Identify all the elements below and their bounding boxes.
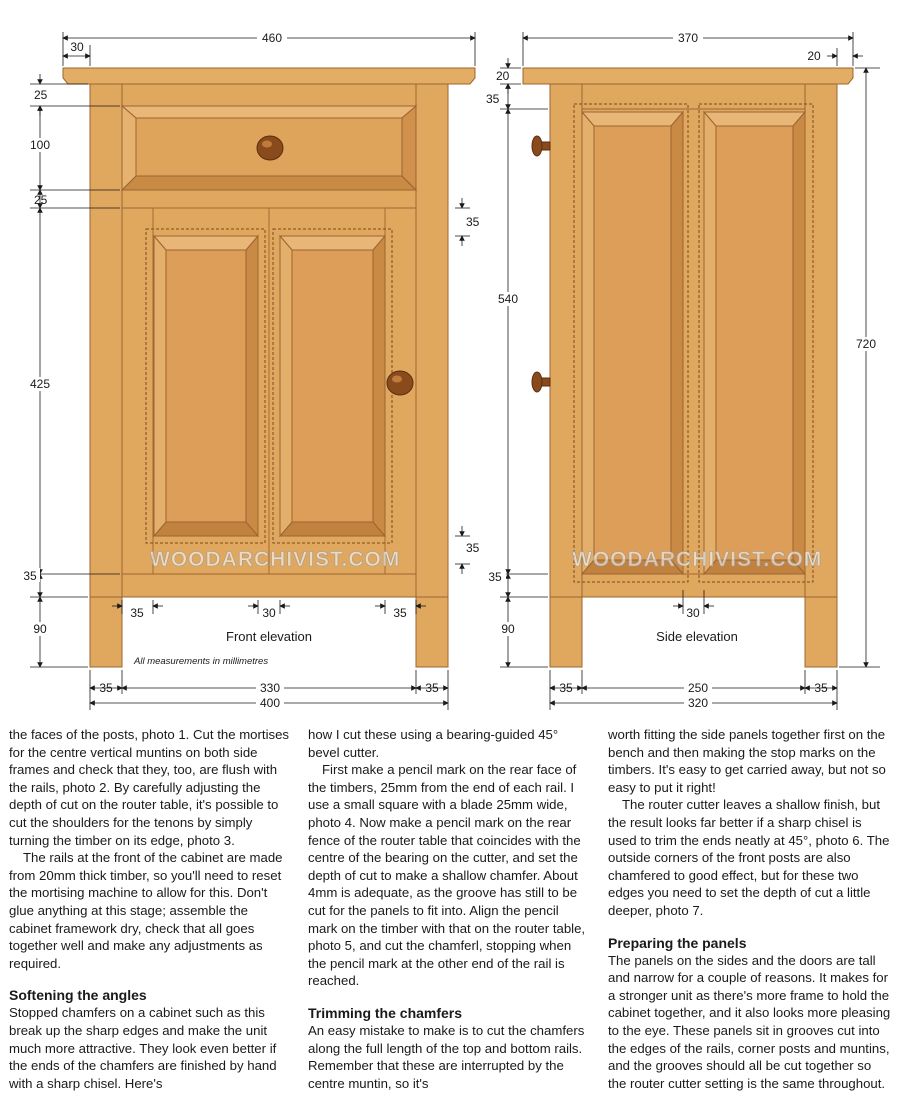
- side-elevation: [523, 68, 853, 667]
- article-column-1: [9, 726, 292, 1092]
- front-leg-right: [416, 597, 448, 667]
- svg-text:WOODARCHIVIST.COM: WOODARCHIVIST.COM: [150, 548, 401, 571]
- col1-paragraph-2: The rails at the front of the cabinet are made from 20mm thick timber, so you'll need to reset the mortising machine to allow for this. Don't glue anything at this stage; assemble the cabinet framework dry, check that all goes together well and make any adjustments as required.: [9, 850, 283, 971]
- col2-paragraph-2: First make a pencil mark on the rear face of the timbers, 25mm from the end of each rail. I use a small square with a blade 25mm wide, photo 4. Now make a pencil mark on the rear fence of the router table that coincides with the centre of the bearing on the cutter, and set the depth of cut to make a shallow chamfer. About 4mm is adequate, as the groove has still to be cut for the panels to fit into. Align the pencil mark on the timber with that on the router table, photo 5, and cut the chamferl, stopping when the pencil mark at the other end of the rail is reached.: [308, 762, 586, 989]
- dim-front-post-left: 35: [99, 681, 113, 695]
- dim-side-muntin: 30: [686, 606, 700, 620]
- svg-text:WOODARCHIVIST.COM: WOODARCHIVIST.COM: [572, 548, 823, 571]
- col1-paragraph-1: the faces of the posts, photo 1. Cut the mortises for the centre vertical muntins on both side frames and check that they, too, are flush with the rails, photo 2. By carefully adjusting the depth of cut on the router table, it's possible to cut the shoulders for the tenons by simply turning the timber on its edge, photo 3.: [9, 727, 290, 848]
- col2-paragraph-3: An easy mistake to make is to cut the chamfers along the full length of the top and bottom rails. Remember that these are interrupted by the centre muntin, so it's: [308, 1022, 585, 1091]
- dim-front-drawer: 100: [29, 138, 51, 152]
- dim-side-overhang: 20: [807, 49, 821, 63]
- measurement-note: All measurements in millimetres: [134, 656, 269, 667]
- dim-front-door-height: 425: [29, 377, 51, 391]
- front-leg-left: [90, 597, 122, 667]
- dim-front-overhang: 30: [70, 40, 84, 54]
- dim-side-overall-width: 320: [687, 696, 709, 710]
- side-panel-left: [582, 112, 683, 574]
- dim-front-panel-top-gap: 35: [466, 215, 480, 229]
- article-column-2: [308, 726, 591, 1092]
- heading-preparing-the-panels: Preparing the panels: [608, 934, 747, 951]
- front-elevation-caption: Front elevation: [226, 629, 312, 644]
- watermark: [150, 548, 822, 571]
- dim-front-bottom-gap-left: 35: [130, 606, 144, 620]
- dim-side-post-right: 35: [814, 681, 828, 695]
- dim-front-mid-rail: 25: [34, 193, 48, 207]
- dim-side-leg: 90: [501, 622, 515, 636]
- side-knob-upper: [532, 136, 550, 156]
- drawer-knob: [257, 136, 283, 160]
- dim-front-leg: 90: [33, 622, 47, 636]
- col3-paragraph-1: worth fitting the side panels together first on the bench and then making the stop marks on the timbers. It's easy to get carried away, but not so easy to put it right!: [608, 727, 886, 795]
- dim-side-overall-height: 720: [855, 337, 877, 351]
- front-top-board: [63, 68, 475, 84]
- heading-trimming-the-chamfers: Trimming the chamfers: [308, 1004, 463, 1021]
- front-panel-right: [280, 236, 385, 536]
- article-column-3: [608, 726, 891, 1092]
- dim-side-inner-width: 250: [687, 681, 709, 695]
- col1-paragraph-3: Stopped chamfers on a cabinet such as this break up the sharp edges and make the unit much more attractive. They look even better if the ends of the chamfers are finished by hand with a sharp chisel. Here's: [9, 1005, 277, 1091]
- side-knob-lower: [532, 372, 550, 392]
- dim-front-inner-width: 330: [259, 681, 281, 695]
- dim-side-top-thickness: 20: [496, 69, 510, 83]
- side-leg-right: [805, 597, 837, 667]
- door-knob: [387, 371, 413, 395]
- dim-side-post-left: 35: [559, 681, 573, 695]
- dim-front-bottom-rail: 35: [23, 569, 37, 583]
- dim-front-bottom-gap-right: 35: [393, 606, 407, 620]
- dim-front-top-width: 460: [261, 31, 283, 45]
- col2-paragraph-1: how I cut these using a bearing-guided 45° bevel cutter.: [308, 727, 559, 760]
- heading-softening-the-angles: Softening the angles: [9, 987, 147, 1004]
- dim-side-panel-height: 540: [497, 292, 519, 306]
- col3-paragraph-2: The router cutter leaves a shallow finish, but the result looks far better if a sharp chisel is used to trim the ends neatly at 45°, photo 6. The outside corners of the front posts are also chamfered to good effect, but for these two edges you need to set the depth of cut a little deeper, photo 7.: [608, 797, 890, 918]
- dim-front-post-right: 35: [425, 681, 439, 695]
- dim-front-panel-bottom-gap: 35: [466, 541, 480, 555]
- side-leg-left: [550, 597, 582, 667]
- dim-side-top-width: 370: [677, 31, 699, 45]
- col3-paragraph-3: The panels on the sides and the doors are tall and narrow for a couple of reasons. It makes for a stronger unit as there's more frame to hold the cabinet together, and it also looks more pleasing to the eye. These panels sit in grooves cut into the edges of the rails, corner posts and muntins, and the grooves should all be cut together so the router cutter setting is the same throughout.: [608, 952, 891, 1091]
- front-panel-left: [154, 236, 258, 536]
- side-elevation-caption: Side elevation: [656, 629, 738, 644]
- side-panel-right: [704, 112, 805, 574]
- dim-front-overall-width: 400: [259, 696, 281, 710]
- dim-side-bottom-rail: 35: [488, 570, 502, 584]
- dim-front-muntin: 30: [262, 606, 276, 620]
- dim-side-top-rail: 35: [486, 92, 500, 106]
- side-top-board: [523, 68, 853, 84]
- dim-front-top-rail: 25: [34, 88, 48, 102]
